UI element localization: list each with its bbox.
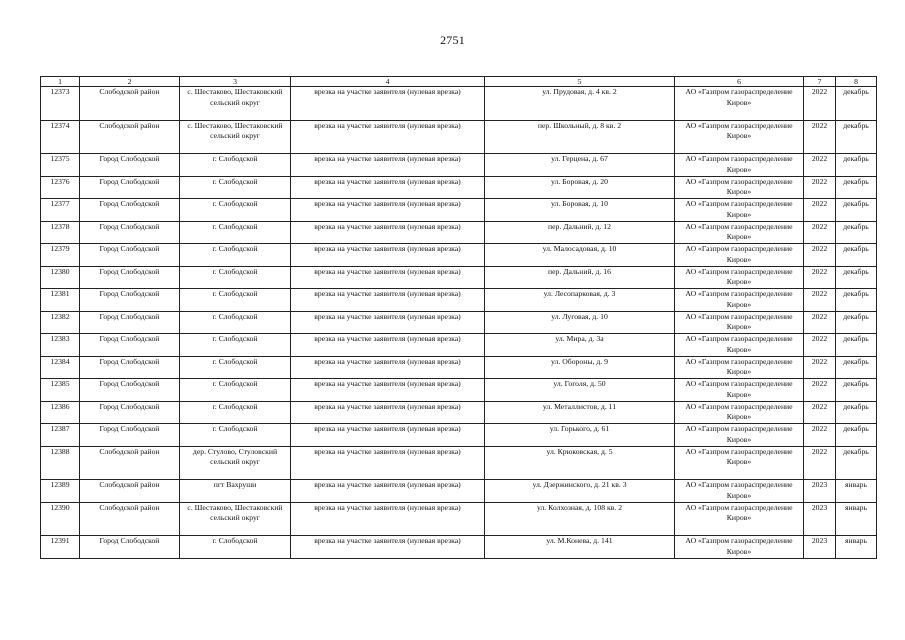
table-row — [41, 379, 877, 402]
work-type-cell: врезка на участке заявителя (нулевая врезка) — [291, 176, 485, 199]
work-type-cell: врезка на участке заявителя (нулевая врезка) — [291, 221, 485, 244]
organization-cell: АО «Газпром газораспределение Киров» — [675, 289, 804, 312]
table-body — [41, 87, 877, 559]
district-cell: Город Слободской — [80, 401, 180, 424]
row-id-cell: 12379 — [41, 244, 80, 267]
district-cell: Город Слободской — [80, 199, 180, 222]
settlement-cell: г. Слободской — [180, 311, 291, 334]
address-cell: ул. Боровая, д. 20 — [485, 176, 675, 199]
work-type-cell: врезка на участке заявителя (нулевая врезка) — [291, 266, 485, 289]
district-cell: Город Слободской — [80, 536, 180, 559]
settlement-cell: г. Слободской — [180, 424, 291, 447]
district-cell: Город Слободской — [80, 244, 180, 267]
work-type-cell: врезка на участке заявителя (нулевая врезка) — [291, 289, 485, 312]
organization-cell: АО «Газпром газораспределение Киров» — [675, 379, 804, 402]
year-cell: 2022 — [804, 266, 836, 289]
district-cell: Город Слободской — [80, 289, 180, 312]
organization-cell: АО «Газпром газораспределение Киров» — [675, 244, 804, 267]
address-cell: ул. Обороны, д. 9 — [485, 356, 675, 379]
table-row — [41, 244, 877, 267]
year-cell: 2023 — [804, 502, 836, 536]
organization-cell: АО «Газпром газораспределение Киров» — [675, 401, 804, 424]
organization-cell: АО «Газпром газораспределение Киров» — [675, 176, 804, 199]
column-number-2: 2 — [80, 77, 180, 87]
table-row — [41, 480, 877, 503]
year-cell: 2022 — [804, 221, 836, 244]
work-type-cell: врезка на участке заявителя (нулевая врезка) — [291, 502, 485, 536]
district-cell: Город Слободской — [80, 266, 180, 289]
work-type-cell: врезка на участке заявителя (нулевая врезка) — [291, 311, 485, 334]
settlement-cell: пгт Вахруши — [180, 480, 291, 503]
month-cell: декабрь — [836, 311, 877, 334]
organization-cell: АО «Газпром газораспределение Киров» — [675, 424, 804, 447]
table-header-row — [41, 77, 877, 87]
table-row — [41, 199, 877, 222]
row-id-cell: 12390 — [41, 502, 80, 536]
settlement-cell: г. Слободской — [180, 289, 291, 312]
settlement-cell: с. Шестаково, Шестаковский сельский округ — [180, 87, 291, 121]
row-id-cell: 12386 — [41, 401, 80, 424]
table-row — [41, 289, 877, 312]
work-type-cell: врезка на участке заявителя (нулевая врезка) — [291, 446, 485, 480]
row-id-cell: 12381 — [41, 289, 80, 312]
row-id-cell: 12373 — [41, 87, 80, 121]
year-cell: 2022 — [804, 356, 836, 379]
address-cell: ул. Герцена, д. 67 — [485, 154, 675, 177]
organization-cell: АО «Газпром газораспределение Киров» — [675, 311, 804, 334]
work-type-cell: врезка на участке заявителя (нулевая врезка) — [291, 480, 485, 503]
district-cell: Город Слободской — [80, 154, 180, 177]
table-row — [41, 311, 877, 334]
settlement-cell: г. Слободской — [180, 176, 291, 199]
year-cell: 2022 — [804, 334, 836, 357]
settlement-cell: г. Слободской — [180, 356, 291, 379]
address-cell: ул. М.Конева, д. 141 — [485, 536, 675, 559]
settlement-cell: г. Слободской — [180, 221, 291, 244]
row-id-cell: 12387 — [41, 424, 80, 447]
month-cell: декабрь — [836, 446, 877, 480]
address-cell: ул. Боровая, д. 10 — [485, 199, 675, 222]
table-row — [41, 221, 877, 244]
district-cell: Слободской район — [80, 502, 180, 536]
page-number: 2751 — [440, 33, 465, 47]
work-type-cell: врезка на участке заявителя (нулевая врезка) — [291, 536, 485, 559]
year-cell: 2022 — [804, 311, 836, 334]
table-row — [41, 266, 877, 289]
row-id-cell: 12389 — [41, 480, 80, 503]
organization-cell: АО «Газпром газораспределение Киров» — [675, 480, 804, 503]
year-cell: 2022 — [804, 244, 836, 267]
table-row — [41, 446, 877, 480]
table-row — [41, 154, 877, 177]
district-cell: Город Слободской — [80, 221, 180, 244]
column-number-6: 6 — [675, 77, 804, 87]
work-type-cell: врезка на участке заявителя (нулевая врезка) — [291, 154, 485, 177]
table-row — [41, 502, 877, 536]
address-cell: ул. Колхозная, д. 108 кв. 2 — [485, 502, 675, 536]
address-cell: ул. Луговая, д. 10 — [485, 311, 675, 334]
year-cell: 2022 — [804, 446, 836, 480]
settlement-cell: с. Шестаково, Шестаковский сельский округ — [180, 502, 291, 536]
work-type-cell: врезка на участке заявителя (нулевая врезка) — [291, 87, 485, 121]
district-cell: Город Слободской — [80, 379, 180, 402]
address-cell: ул. Дзержинского, д. 21 кв. 3 — [485, 480, 675, 503]
work-type-cell: врезка на участке заявителя (нулевая врезка) — [291, 199, 485, 222]
table-row — [41, 536, 877, 559]
work-type-cell: врезка на участке заявителя (нулевая врезка) — [291, 244, 485, 267]
table-row — [41, 176, 877, 199]
work-type-cell: врезка на участке заявителя (нулевая врезка) — [291, 379, 485, 402]
organization-cell: АО «Газпром газораспределение Киров» — [675, 502, 804, 536]
work-type-cell: врезка на участке заявителя (нулевая врезка) — [291, 120, 485, 154]
row-id-cell: 12378 — [41, 221, 80, 244]
settlement-cell: с. Шестаково, Шестаковский сельский округ — [180, 120, 291, 154]
year-cell: 2022 — [804, 87, 836, 121]
organization-cell: АО «Газпром газораспределение Киров» — [675, 221, 804, 244]
table-row — [41, 334, 877, 357]
row-id-cell: 12376 — [41, 176, 80, 199]
column-number-8: 8 — [836, 77, 877, 87]
district-cell: Слободской район — [80, 87, 180, 121]
work-type-cell: врезка на участке заявителя (нулевая врезка) — [291, 356, 485, 379]
month-cell: декабрь — [836, 199, 877, 222]
organization-cell: АО «Газпром газораспределение Киров» — [675, 87, 804, 121]
month-cell: декабрь — [836, 87, 877, 121]
year-cell: 2023 — [804, 480, 836, 503]
month-cell: декабрь — [836, 266, 877, 289]
organization-cell: АО «Газпром газораспределение Киров» — [675, 266, 804, 289]
row-id-cell: 12382 — [41, 311, 80, 334]
year-cell: 2022 — [804, 120, 836, 154]
year-cell: 2022 — [804, 154, 836, 177]
month-cell: январь — [836, 536, 877, 559]
month-cell: декабрь — [836, 424, 877, 447]
row-id-cell: 12375 — [41, 154, 80, 177]
row-id-cell: 12384 — [41, 356, 80, 379]
month-cell: декабрь — [836, 221, 877, 244]
address-cell: ул. Металлистов, д. 11 — [485, 401, 675, 424]
column-number-4: 4 — [291, 77, 485, 87]
month-cell: декабрь — [836, 379, 877, 402]
work-type-cell: врезка на участке заявителя (нулевая врезка) — [291, 424, 485, 447]
district-cell: Город Слободской — [80, 356, 180, 379]
district-cell: Город Слободской — [80, 424, 180, 447]
row-id-cell: 12380 — [41, 266, 80, 289]
year-cell: 2022 — [804, 424, 836, 447]
organization-cell: АО «Газпром газораспределение Киров» — [675, 334, 804, 357]
organization-cell: АО «Газпром газораспределение Киров» — [675, 446, 804, 480]
settlement-cell: г. Слободской — [180, 244, 291, 267]
gasification-registry-table — [40, 76, 877, 559]
settlement-cell: дер. Стулово, Стуловский сельский округ — [180, 446, 291, 480]
row-id-cell: 12374 — [41, 120, 80, 154]
district-cell: Город Слободской — [80, 176, 180, 199]
table-row — [41, 424, 877, 447]
address-cell: пер. Дальний, д. 16 — [485, 266, 675, 289]
settlement-cell: г. Слободской — [180, 536, 291, 559]
year-cell: 2022 — [804, 401, 836, 424]
year-cell: 2022 — [804, 199, 836, 222]
district-cell: Слободской район — [80, 446, 180, 480]
month-cell: декабрь — [836, 356, 877, 379]
district-cell: Город Слободской — [80, 311, 180, 334]
address-cell: ул. Гоголя, д. 50 — [485, 379, 675, 402]
address-cell: ул. Мира, д. 3а — [485, 334, 675, 357]
year-cell: 2022 — [804, 289, 836, 312]
month-cell: декабрь — [836, 120, 877, 154]
work-type-cell: врезка на участке заявителя (нулевая врезка) — [291, 334, 485, 357]
organization-cell: АО «Газпром газораспределение Киров» — [675, 120, 804, 154]
month-cell: декабрь — [836, 334, 877, 357]
address-cell: ул. Лесопарковая, д. 3 — [485, 289, 675, 312]
row-id-cell: 12388 — [41, 446, 80, 480]
table-row — [41, 356, 877, 379]
organization-cell: АО «Газпром газораспределение Киров» — [675, 356, 804, 379]
organization-cell: АО «Газпром газораспределение Киров» — [675, 199, 804, 222]
column-number-7: 7 — [804, 77, 836, 87]
work-type-cell: врезка на участке заявителя (нулевая врезка) — [291, 401, 485, 424]
month-cell: декабрь — [836, 244, 877, 267]
column-number-3: 3 — [180, 77, 291, 87]
settlement-cell: г. Слободской — [180, 199, 291, 222]
district-cell: Город Слободской — [80, 334, 180, 357]
settlement-cell: г. Слободской — [180, 266, 291, 289]
address-cell: пер. Школьный, д. 8 кв. 2 — [485, 120, 675, 154]
settlement-cell: г. Слободской — [180, 401, 291, 424]
month-cell: январь — [836, 502, 877, 536]
month-cell: декабрь — [836, 176, 877, 199]
address-cell: ул. Крюковская, д. 5 — [485, 446, 675, 480]
settlement-cell: г. Слободской — [180, 154, 291, 177]
address-cell: ул. Горького, д. 61 — [485, 424, 675, 447]
table-row — [41, 401, 877, 424]
year-cell: 2022 — [804, 379, 836, 402]
address-cell: ул. Прудовая, д. 4 кв. 2 — [485, 87, 675, 121]
month-cell: декабрь — [836, 401, 877, 424]
address-cell: пер. Дальний, д. 12 — [485, 221, 675, 244]
district-cell: Слободской район — [80, 480, 180, 503]
table-row — [41, 120, 877, 154]
district-cell: Слободской район — [80, 120, 180, 154]
year-cell: 2023 — [804, 536, 836, 559]
row-id-cell: 12377 — [41, 199, 80, 222]
organization-cell: АО «Газпром газораспределение Киров» — [675, 154, 804, 177]
organization-cell: АО «Газпром газораспределение Киров» — [675, 536, 804, 559]
month-cell: январь — [836, 480, 877, 503]
month-cell: декабрь — [836, 154, 877, 177]
table-row — [41, 87, 877, 121]
settlement-cell: г. Слободской — [180, 334, 291, 357]
settlement-cell: г. Слободской — [180, 379, 291, 402]
year-cell: 2022 — [804, 176, 836, 199]
month-cell: декабрь — [836, 289, 877, 312]
address-cell: ул. Малосадовая, д. 10 — [485, 244, 675, 267]
row-id-cell: 12383 — [41, 334, 80, 357]
row-id-cell: 12385 — [41, 379, 80, 402]
row-id-cell: 12391 — [41, 536, 80, 559]
column-number-1: 1 — [41, 77, 80, 87]
column-number-5: 5 — [485, 77, 675, 87]
